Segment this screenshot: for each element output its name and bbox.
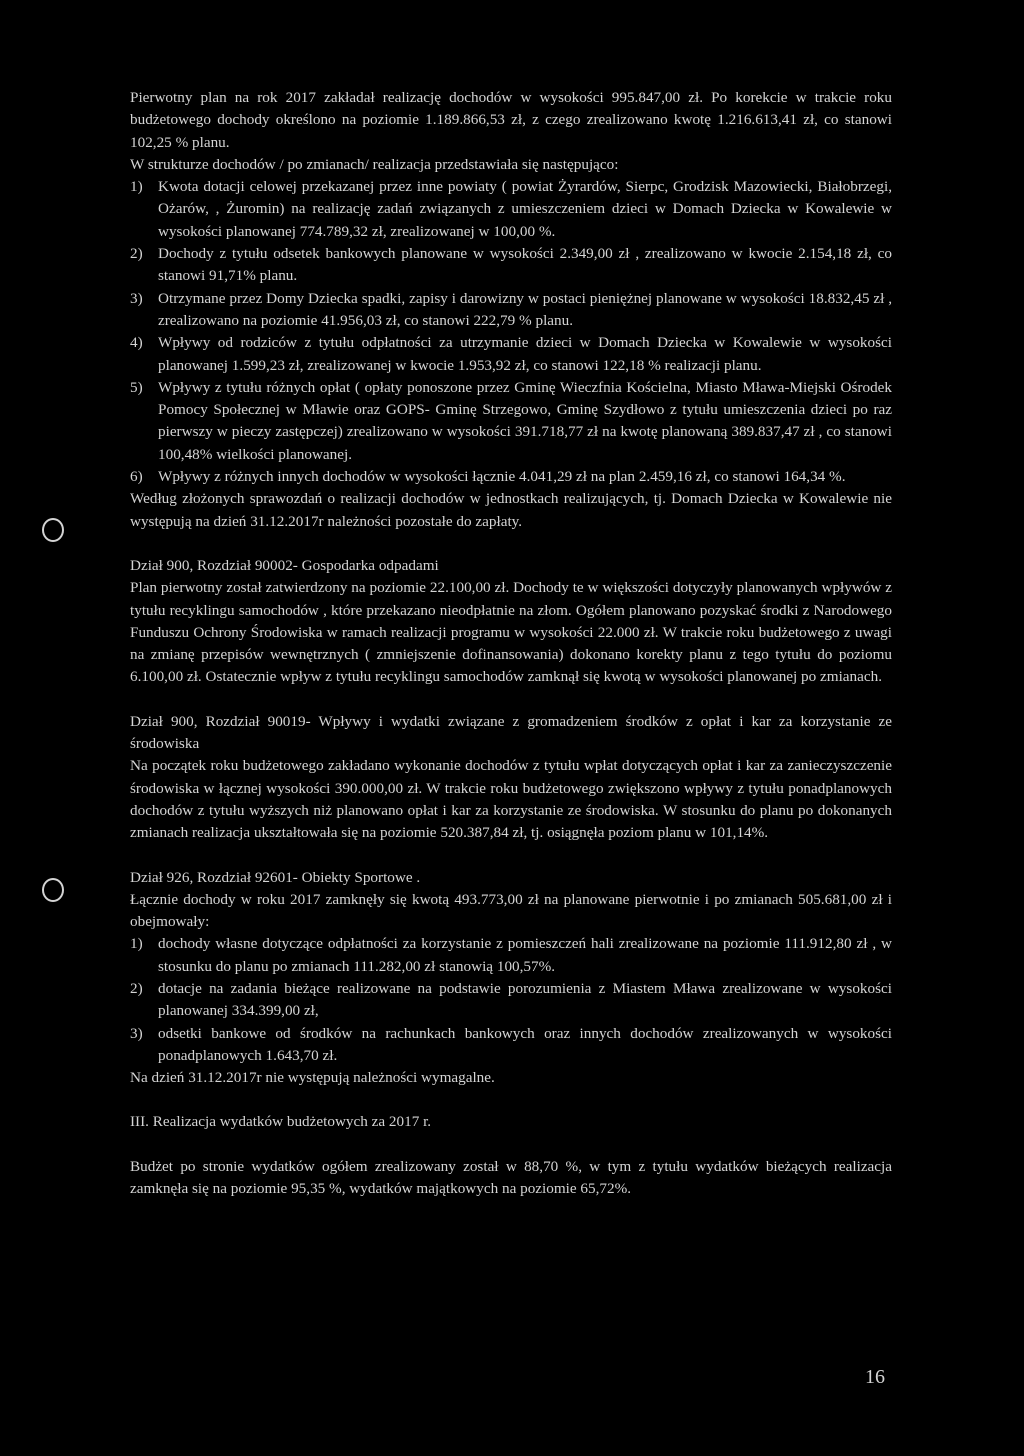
list-item: 3) Otrzymane przez Domy Dziecka spadki, zapisy i darowizny w postaci pieniężnej planowane w wysokości 18.832,45 zł , zrealizowano na poziomie 41.956,03 zł, co stanowi 222,79 % planu. [130, 289, 892, 329]
receivables-note: Na dzień 31.12.2017r nie występują należności wymagalne. [130, 1069, 495, 1087]
section-heading-90002: Dział 900, Rozdział 90002- Gospodarka odpadami [130, 556, 439, 574]
list-item: 1) Kwota dotacji celowej przekazanej przez inne powiaty ( powiat Żyrardów, Sierpc, Grodzisk Mazowiecki, Białobrzegi, Ożarów, , Żuromin) na realizację zadań związanych z umieszczeniem dzieci w Domach Dziecka w Kowalewie w wysokości planowanej 774.789,32 zł, zrealizowanej w 100,00 %. [130, 178, 892, 240]
page-number: 16 [865, 1366, 885, 1388]
section-heading-90019: Dział 900, Rozdział 90019- Wpływy i wydatki związane z gromadzeniem środków z opłat i kar za korzystanie ze środowiska [130, 712, 892, 753]
list-item: 1) dochody własne dotyczące odpłatności za korzystanie z pomieszczeń hali zrealizowane na poziomie 111.912,80 zł , w stosunku do planu po zmianach 111.282,00 zł stanowią 100,57%. [130, 935, 892, 975]
section-body-90002: Plan pierwotny został zatwierdzony na poziomie 22.100,00 zł. Dochody te w większości dotyczyły planowanych wpływów z tytułu recyklingu samochodów , które przekazano nieodpłatnie na złom. Ogółem planowano pozyskać środki z Narodowego Funduszu Ochrony Środowiska w ramach realizacji programu w wysokości 22.000 zł. W trakcie roku budżetowego z uwagi na zmianę przepisów wewnętrznych ( zmniejszenie dofinansowania) dokonano korekty planu z tego tytułu do poziomu 6.100,00 zł. Ostatecznie wpływ z tytułu recyklingu samochodów zamknął się kwotą w wysokości planowanej po zmianach. [130, 579, 892, 686]
section-body-92601: Łącznie dochody w roku 2017 zamknęły się kwotą 493.773,00 zł na planowane pierwotnie i po zmianach 505.681,00 zł i obejmowały: [130, 890, 892, 931]
section-body-90019: Na początek roku budżetowego zakładano wykonanie dochodów z tytułu wpłat dotyczących opłat i kar za zanieczyszczenie środowiska w łącznej wysokości 390.000,00 zł. W trakcie roku budżetowego zwiększono wpływy z tytułu ponadplanowych dochodów z tytułu wyższych niż planowano opłat i kar za korzystanie ze środowiska. W stosunku do planu po dokonanych zmianach realizacja ukształtowała się na poziomie 520.387,84 zł, tj. osiągnęła poziom planu w 101,14%. [130, 757, 892, 842]
list-item: 6) Wpływy z różnych innych dochodów w wysokości łącznie 4.041,29 zł na plan 2.459,16 zł, co stanowi 164,34 %. [130, 468, 846, 486]
list-item: 2) dotacje na zadania bieżące realizowane na podstawie porozumienia z Miastem Mława zrealizowane w wysokości planowanej 334.399,00 zł, [130, 979, 892, 1020]
receivables-paragraph: Według złożonych sprawozdań o realizacji dochodów w jednostkach realizujących, tj. Domach Dziecka w Kowalewie nie występują na dzień 31.12.2017r należności pozostałe do zapłaty. [130, 490, 892, 530]
expenditures-paragraph: Budżet po stronie wydatków ogółem zrealizowany został w 88,70 %, w tym z tytułu wydatków bieżących realizacja zamknęła się na poziomie 95,35 %, wydatków majątkowych na poziomie 65,72%. [130, 1157, 892, 1198]
intro-paragraph: Pierwotny plan na rok 2017 zakładał realizację dochodów w wysokości 995.847,00 zł. Po korekcie w trakcie roku budżetowego dochody określono na poziomie 1.189.866,53 zł, z czego zrealizowano kwotę 1.216.613,41 zł, co stanowi 102,25 % planu. [130, 89, 892, 151]
list-item: 3) odsetki bankowe od środków na rachunkach bankowych oraz innych dochodów zrealizowanych w wysokości ponadplanowych 1.643,70 zł. [130, 1024, 892, 1064]
list-item: 2) Dochody z tytułu odsetek bankowych planowane w wysokości 2.349,00 zł , zrealizowano w kwocie 2.154,18 zł, co stanowi 91,71% planu. [130, 245, 892, 285]
punch-hole [42, 878, 64, 902]
list-item: 4) Wpływy od rodziców z tytułu odpłatności za utrzymanie dzieci w Domach Dziecka w Kowalewie w wysokości planowanej 1.599,23 zł, zrealizowanej w kwocie 1.953,92 zł, co stanowi 122,18 % realizacji planu. [130, 334, 892, 374]
punch-hole [42, 518, 64, 542]
section-heading-expenditures: III. Realizacja wydatków budżetowych za 2017 r. [130, 1113, 432, 1131]
income-structure-list [130, 176, 892, 488]
document-body [130, 87, 892, 1200]
sports-income-list [130, 933, 892, 1067]
structure-intro: W strukturze dochodów / po zmianach/ realizacja przedstawiała się następująco: [130, 155, 619, 173]
list-item: 5) Wpływy z tytułu różnych opłat ( opłaty ponoszone przez Gminę Wieczfnia Kościelna, Miasto Mława-Miejski Ośrodek Pomocy Społecznej w Mławie oraz GOPS- Gminę Strzegowo, Gminę Szydłowo z tytułu umieszczenia dzieci po raz pierwszy w pieczy zastępczej) zrealizowano w wysokości 391.718,77 zł na kwotę planowaną 389.837,47 zł , co stanowi 100,48% wielkości planowanej. [130, 378, 892, 463]
section-heading-92601: Dział 926, Rozdział 92601- Obiekty Sportowe . [130, 868, 421, 886]
